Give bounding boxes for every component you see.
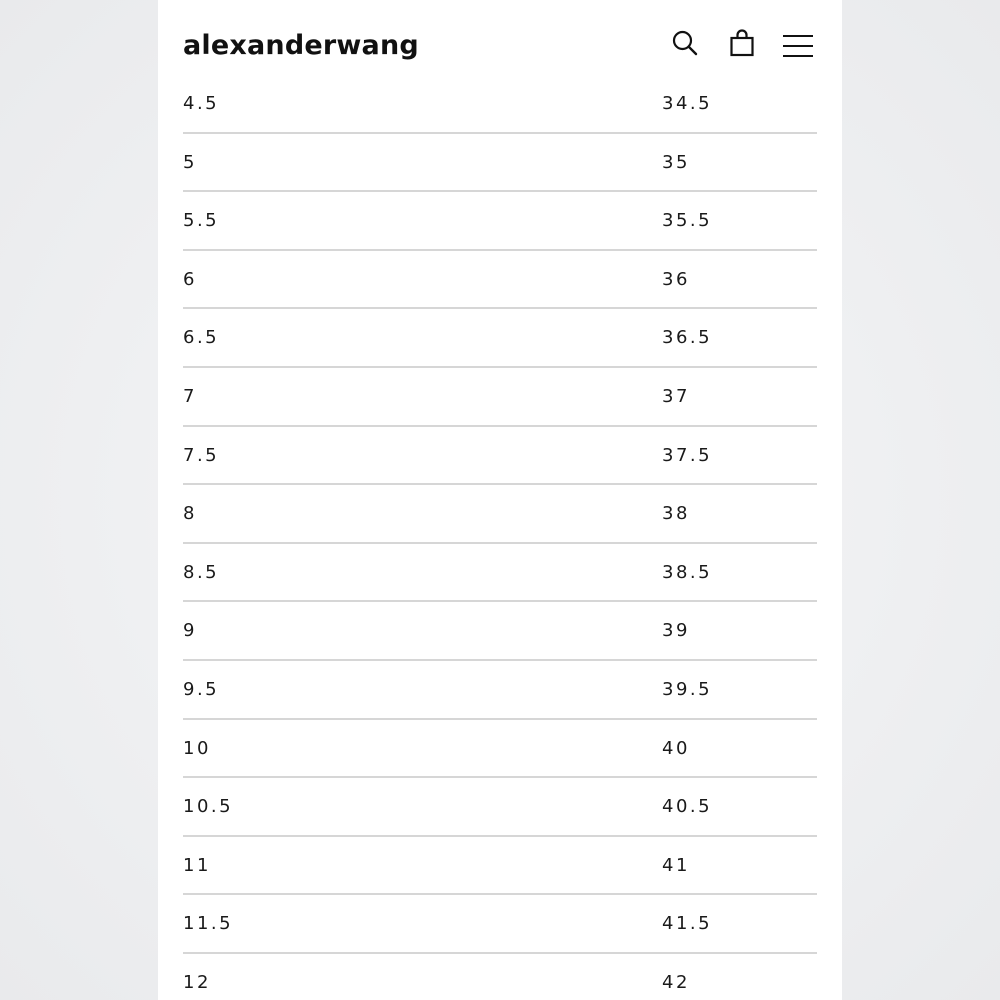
eu-size-cell: 41.5 [662, 913, 713, 935]
table-row [183, 427, 817, 486]
eu-size-cell: 38 [662, 503, 690, 525]
us-size-cell: 10.5 [183, 796, 234, 818]
shopping-bag-button[interactable] [724, 27, 760, 63]
eu-size-cell: 39 [662, 620, 690, 642]
us-size-cell: 4.5 [183, 93, 220, 114]
eu-size-cell: 35.5 [662, 210, 713, 232]
us-size-cell: 8 [183, 503, 197, 525]
us-size-cell: 7 [183, 385, 197, 407]
us-size-cell: 10 [183, 737, 211, 759]
us-size-cell: 12 [183, 971, 211, 993]
us-size-cell: 7.5 [183, 444, 220, 466]
us-size-cell: 9.5 [183, 678, 220, 700]
table-row [183, 954, 817, 1000]
eu-size-cell: 39.5 [662, 678, 713, 700]
eu-size-cell: 38.5 [662, 561, 713, 583]
mobile-page [158, 0, 842, 1000]
eu-size-cell: 40.5 [662, 796, 713, 818]
us-size-cell: 8.5 [183, 561, 220, 583]
shopping-bag-icon [729, 29, 755, 61]
menu-button[interactable] [780, 30, 816, 66]
table-row [183, 720, 817, 779]
table-row [183, 309, 817, 368]
eu-size-cell: 36 [662, 268, 690, 290]
us-size-cell: 11.5 [183, 913, 234, 935]
hamburger-menu-icon [782, 33, 814, 63]
us-size-cell: 6 [183, 268, 197, 290]
table-row [183, 778, 817, 837]
search-button[interactable] [667, 27, 703, 63]
table-row [183, 485, 817, 544]
eu-size-cell: 40 [662, 737, 690, 759]
us-size-cell: 11 [183, 854, 211, 876]
table-row [183, 661, 817, 720]
eu-size-cell: 41 [662, 854, 690, 876]
us-size-cell: 9 [183, 620, 197, 642]
search-icon [671, 29, 699, 61]
table-row [183, 368, 817, 427]
us-size-cell: 5 [183, 151, 197, 173]
table-row [183, 602, 817, 661]
eu-size-cell: 34.5 [662, 93, 713, 114]
us-size-cell: 5.5 [183, 210, 220, 232]
table-row [183, 75, 817, 134]
table-row [183, 192, 817, 251]
table-row [183, 895, 817, 954]
eu-size-cell: 42 [662, 971, 690, 993]
table-row [183, 544, 817, 603]
brand-logo[interactable]: alexanderwang [183, 30, 419, 61]
eu-size-cell: 37.5 [662, 444, 713, 466]
us-size-cell: 6.5 [183, 327, 220, 349]
site-header [158, 0, 842, 80]
table-row [183, 134, 817, 193]
eu-size-cell: 36.5 [662, 327, 713, 349]
eu-size-cell: 35 [662, 151, 690, 173]
table-row [183, 251, 817, 310]
size-conversion-table [183, 75, 817, 1000]
table-row [183, 837, 817, 896]
eu-size-cell: 37 [662, 385, 690, 407]
